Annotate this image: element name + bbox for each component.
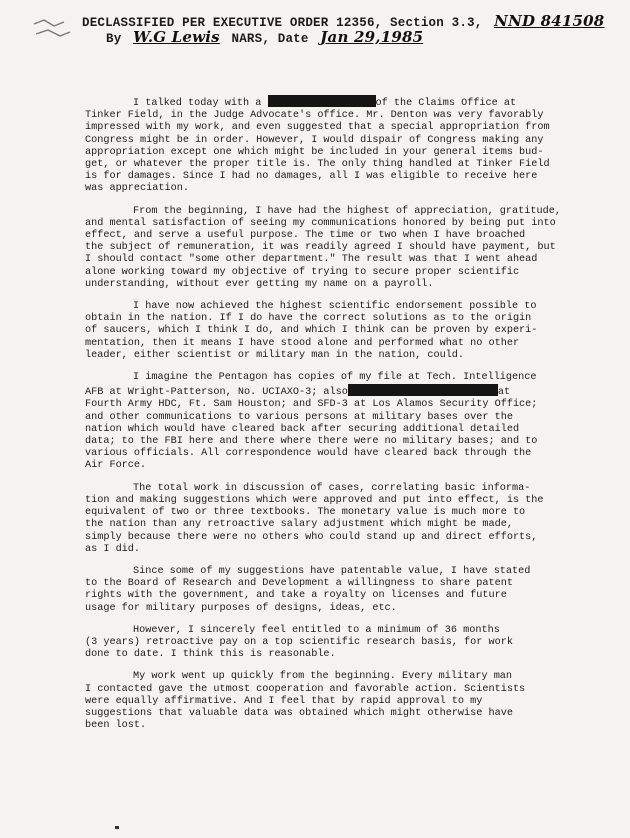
paragraph [85, 483, 580, 556]
paragraph [85, 301, 580, 362]
page-speck [115, 826, 119, 829]
declassification-stamp [30, 8, 620, 48]
text-line: Air Force. [85, 460, 147, 472]
text-line: The total work in discussion of cases, correlating basic informa- [133, 482, 531, 494]
text-line: Congress might be in order. However, I would dispair of Congress making any [85, 134, 544, 146]
text-line: leader, either scientist or military man in the nation, could. [85, 349, 465, 361]
nnd-number-handwritten: NND 841508 [494, 12, 605, 30]
text-line: effect, and serve a useful purpose. The time or two when I have broached [85, 230, 526, 242]
text-line: as I did. [85, 543, 141, 555]
text-line: nation which would have cleared back after securing additional detailed [85, 423, 520, 435]
text-line: various officials. All correspondence would have cleared back through the [85, 448, 532, 460]
text-segment: at [497, 387, 511, 399]
text-line: were equally affirmative. And I feel that by rapid approval to my [85, 695, 483, 707]
text-line: tion and making suggestions which were approved and put into effect, is the [85, 494, 544, 506]
text-line: understanding, without ever getting my name on a payroll. [85, 278, 434, 290]
text-line: rights with the government, and take a royalty on licenses and future [85, 590, 507, 602]
text-line: done to date. I think this is reasonable. [85, 649, 336, 661]
text-line: to the Board of Research and Development a willingness to share patent [85, 578, 513, 590]
text-line: impressed with my work, and even suggested that a special appropriation from [85, 122, 550, 134]
declassification-date-handwritten: Jan 29,1985 [320, 28, 424, 46]
text-line: Fourth Army HDC, Ft. Sam Houston; and SFD-3 at Los Alamos Security Office; [85, 399, 538, 411]
text-line: the subject of remuneration, it was readily agreed I should have payment, but [85, 242, 556, 254]
text-line: However, I sincerely feel entitled to a minimum of 36 months [133, 624, 500, 636]
text-line: get, or whatever the proper title is. The only thing handled at Tinker Field [85, 159, 550, 171]
by-label: By [106, 32, 122, 46]
text-line: Since some of my suggestions have patentable value, I have stated [133, 565, 531, 577]
text-line: usage for military purposes of designs, ideas, etc. [85, 602, 397, 614]
text-line: I should contact "some other department." The result was that I went ahead [85, 254, 538, 266]
letter-body [85, 95, 580, 742]
paragraph [85, 671, 580, 732]
redaction-bar [348, 384, 498, 396]
text-line: simply because there were no others who could stand up and direct efforts, [85, 531, 538, 543]
stamp-smudge-icon [30, 14, 74, 44]
text-line: is for damages. Since I had no damages, all I was eligible to receive here [85, 171, 538, 183]
redaction-bar [268, 95, 376, 107]
text-segment: of the Claims Office at [375, 98, 517, 109]
text-line: the nation than any retroactive salary adjustment which might be made, [85, 519, 513, 531]
text-line: suggestions that valuable data was obtained which might otherwise have [85, 707, 513, 719]
text-segment: I talked today with a [133, 98, 268, 109]
text-line: From the beginning, I have had the highest of appreciation, gratitude, [133, 205, 561, 217]
text-line: (3 years) retroactive pay on a top scientific research basis, for work [85, 636, 513, 648]
text-line: been lost. [85, 720, 147, 732]
text-line: mentation, then it means I have stood alone and performed what no other [85, 337, 520, 349]
text-line [85, 95, 580, 110]
paragraph [85, 566, 580, 615]
text-line: data; to the FBI here and there where there were no military bases; and to [85, 436, 538, 448]
declassification-order-text: DECLASSIFIED PER EXECUTIVE ORDER 12356, Section 3.3, [82, 16, 483, 30]
paragraph [85, 206, 580, 291]
paragraph [85, 625, 580, 662]
text-line: I contacted gave the utmost cooperation and favorable action. Scientists [85, 683, 526, 695]
text-line [85, 384, 580, 399]
text-line: and other communications to various persons at military bases over the [85, 411, 513, 423]
text-line: of saucers, which I think I do, and which I think can be proven by experi- [85, 325, 538, 337]
text-line: equivalent of two or three textbooks. The monetary value is much more to [85, 507, 526, 519]
text-line [85, 372, 580, 384]
text-line: My work went up quickly from the beginning. Every military man [133, 671, 513, 683]
text-line: appropriation except one which might be included in your general items bud- [85, 146, 544, 158]
paragraph [85, 95, 580, 196]
text-line: was appreciation. [85, 183, 189, 195]
nars-date-label: NARS, Date [231, 32, 309, 46]
text-segment: I imagine the Pentagon has copies of my file at Tech. Intelligence [133, 372, 537, 384]
text-line: Tinker Field, in the Judge Advocate's office. Mr. Denton was very favorably [85, 110, 544, 122]
text-segment: AFB at Wright-Patterson, No. UCIAXO-3; also [85, 387, 348, 399]
text-line: obtain in the nation. If I do have the correct solutions as to the origin [85, 313, 532, 325]
declassifier-name-handwritten: W.G Lewis [133, 28, 220, 46]
text-line: I have now achieved the highest scientific endorsement possible to [133, 301, 537, 313]
text-line: alone working toward my objective of trying to secure proper scientific [85, 266, 520, 278]
declassification-line-2 [106, 28, 427, 46]
paragraph [85, 372, 580, 473]
text-line: and mental satisfaction of seeing my communications honored by being put into [85, 217, 556, 229]
